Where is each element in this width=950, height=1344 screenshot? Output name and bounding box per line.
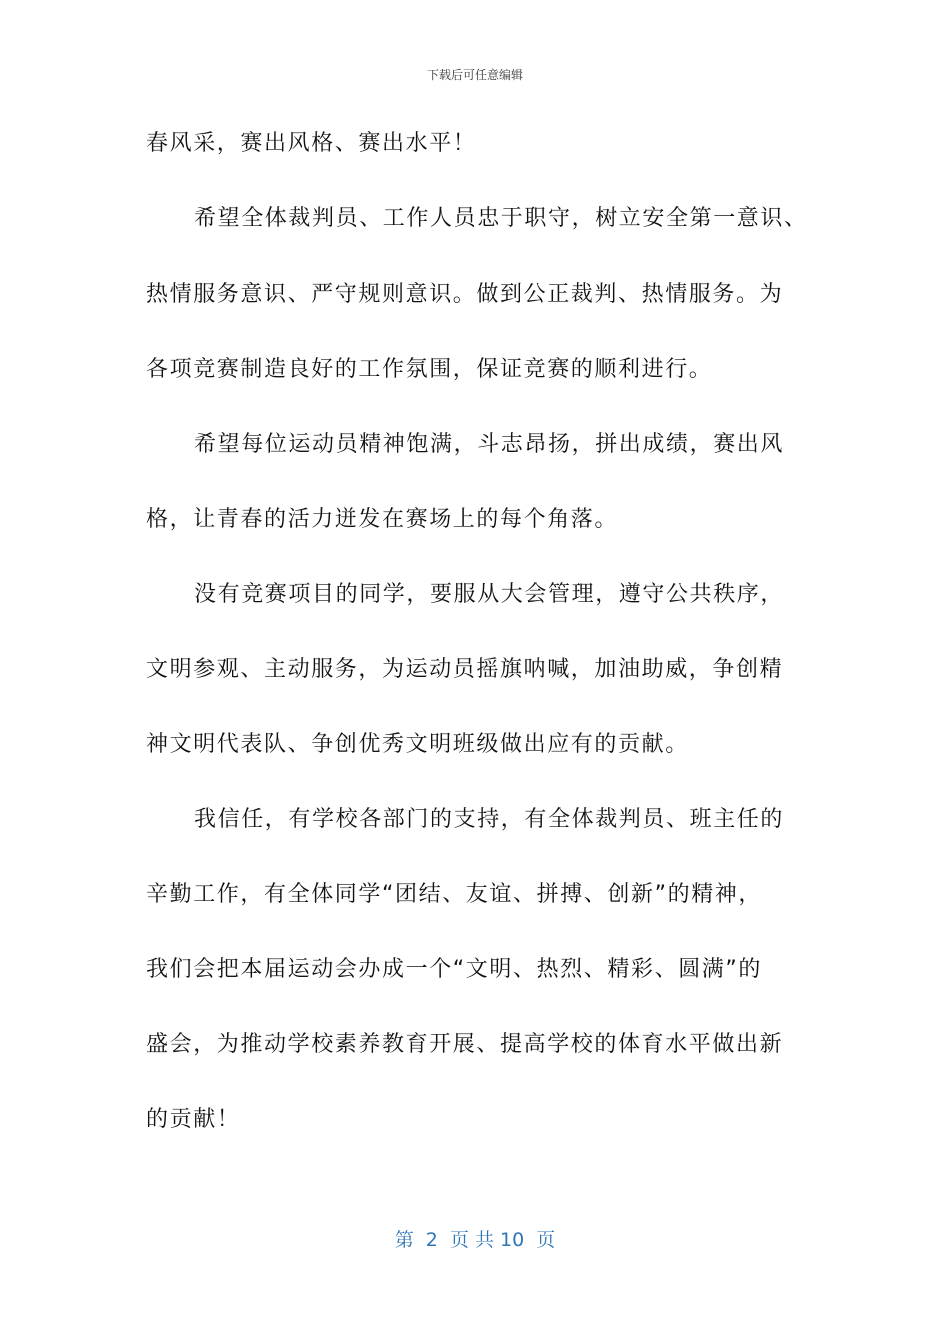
text-line: 我们会把本届运动会办成一个“文明、热烈、精彩、圆满”的 [146, 957, 762, 982]
text-line: 文明参观、主动服务，为运动员摇旗呐喊，加油助威，争创精 [146, 657, 784, 682]
text-line: 盛会，为推动学校素养教育开展、提高学校的体育水平做出新 [146, 1032, 784, 1057]
text-line: 希望每位运动员精神饱满，斗志昂扬，拼出成绩，赛出风 [194, 432, 785, 457]
header-note: 下载后可任意编辑 [426, 68, 523, 82]
text-line: 没有竞赛项目的同学，要服从大会管理，遵守公共秩序， [194, 582, 785, 607]
text-line: 辛勤工作，有全体同学“团结、友谊、拼搏、创新”的精神， [146, 882, 762, 907]
text-line: 我信任，有学校各部门的支持，有全体裁判员、班主任的 [194, 807, 785, 832]
text-line: 热情服务意识、严守规则意识。做到公正裁判、热情服务。为 [146, 282, 784, 307]
text-line: 格，让青春的活力迸发在赛场上的每个角落。 [146, 507, 619, 532]
text-line: 希望全体裁判员、工作人员忠于职守，树立安全第一意识、 [194, 206, 808, 231]
text-line: 春风采，赛出风格、赛出水平！ [146, 131, 477, 156]
text-line: 各项竞赛制造良好的工作氛围，保证竞赛的顺利进行。 [146, 357, 713, 382]
text-line: 神文明代表队、争创优秀文明班级做出应有的贡献。 [146, 732, 689, 757]
page-number-footer: 第 2 页 共 10 页 [394, 1229, 556, 1251]
text-line: 的贡献！ [146, 1107, 241, 1132]
